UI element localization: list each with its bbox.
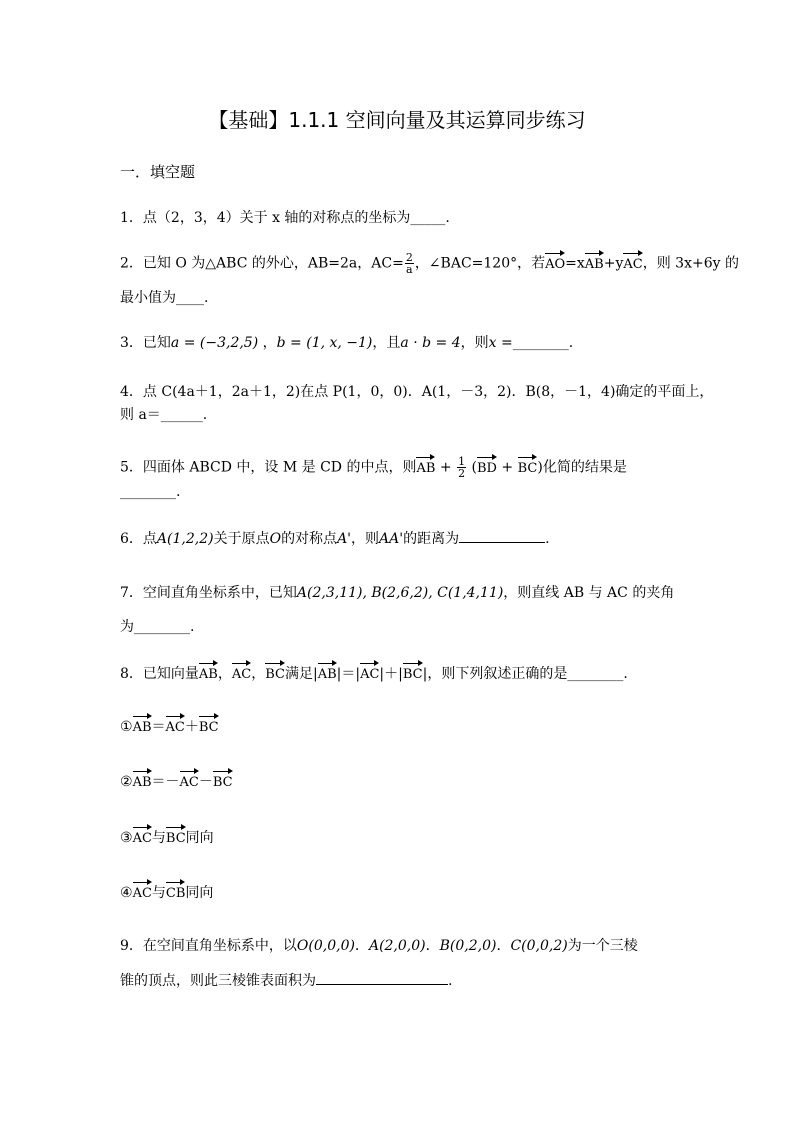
q6-point-a-prime: A' <box>337 531 352 547</box>
q5-paren-close: )化简的结果是 <box>537 459 627 476</box>
q8-opt4-post: 同向 <box>185 885 214 901</box>
q9-dot-2: ． <box>425 938 440 954</box>
question-2 <box>120 251 739 276</box>
q8-option-3-number: ③ <box>120 830 133 846</box>
q8-option-4-number: ④ <box>120 885 133 901</box>
q8-option-3 <box>120 828 680 849</box>
q6-segment-aa: AA' <box>379 531 404 547</box>
q9-point-c: C(0,0,2) <box>510 938 568 954</box>
q9-point-o: O(0,0,0) <box>296 938 355 954</box>
q8-opt1-vector-ac: AC <box>166 718 185 738</box>
q8-cond: 满足| <box>284 666 318 682</box>
q9-point-b: B(0,2,0) <box>439 938 497 954</box>
q8-opt3-vector-bc: BC <box>166 829 186 849</box>
q5-vector-ab: AB <box>416 459 435 479</box>
q8-sep-2: ， <box>251 666 266 682</box>
question-5-line-2: ________. <box>120 484 181 500</box>
q5-plus-2: + <box>496 459 518 476</box>
q2-frac-den: a <box>406 263 413 276</box>
question-1: 1．点（2，3，4）关于 x 轴的对称点的坐标为_____. <box>120 210 450 226</box>
q5-fraction <box>457 456 466 479</box>
q9-answer-blank <box>316 970 448 985</box>
q5-vector-bd: BD <box>477 459 497 479</box>
question-9-line-2 <box>120 970 680 991</box>
q2-fraction <box>405 252 414 275</box>
question-9 <box>120 936 680 956</box>
q8-vector-ac: AC <box>232 665 251 685</box>
q6-answer-blank <box>459 528 545 543</box>
question-3: 3．已知a = (−3,2,5) ，b = (1, x, −1)，且a · b = 4，则x =________. <box>120 335 574 351</box>
q2-vector-ao: AO <box>545 255 565 275</box>
q8-cond-2: |＝| <box>336 666 361 682</box>
q9-dot-3: ． <box>496 938 511 954</box>
q8-opt2-eq: ＝－ <box>151 774 180 790</box>
q2-text-mid: ，∠BAC=120°，若 <box>414 255 546 272</box>
q6-text-post: 的距离为 <box>403 531 460 547</box>
q8-opt1-plus: ＋ <box>184 719 199 735</box>
q9-dot-1: ． <box>354 938 369 954</box>
q8-text-pre: 8．已知向量 <box>120 666 199 682</box>
q7-text-pre: 7．空间直角坐标系中，已知 <box>120 585 297 601</box>
question-6 <box>120 528 680 549</box>
q8-cond-4: |，则下列叙述正确的是________. <box>422 666 628 682</box>
q8-opt3-vector-ac: AC <box>133 829 152 849</box>
q3-answer-blank: ________. <box>512 335 574 351</box>
q8-opt3-mid: 与 <box>151 830 166 846</box>
q8-abs-ac: AC <box>360 665 379 685</box>
q9-text-pre: 9．在空间直角坐标系中，以 <box>120 938 297 954</box>
q8-vector-ab: AB <box>199 665 218 685</box>
q8-abs-ab: AB <box>318 665 337 685</box>
q8-opt2-minus: － <box>198 774 213 790</box>
q6-text-mid: 关于原点 <box>213 531 270 547</box>
q3-vector-b: b = (1, x, −1) <box>276 335 373 351</box>
q6-point-a: A(1,2,2) <box>156 531 214 547</box>
q8-option-1 <box>120 717 680 738</box>
q8-opt2-vector-ab: AB <box>133 773 152 793</box>
q2-plus: +y <box>603 255 624 272</box>
q6-tail: . <box>545 531 550 547</box>
question-8 <box>120 664 680 685</box>
q8-abs-bc: BC <box>403 665 423 685</box>
q6-origin: O <box>269 531 282 547</box>
q5-frac-den: 2 <box>458 467 466 480</box>
q5-text-pre: 5．四面体 ABCD 中，设 M 是 CD 的中点，则 <box>120 459 417 476</box>
q5-plus: + <box>435 459 457 476</box>
question-4-line-2: 则 a＝______. <box>120 407 208 423</box>
q2-eq: =x <box>565 255 585 272</box>
q3-text-post: ，则 <box>460 335 489 351</box>
q3-cond: ，且 <box>372 335 401 351</box>
section-heading: 一．填空题 <box>120 163 196 181</box>
question-2-line-2: 最小值为____. <box>120 290 209 306</box>
q6-text-mid-2: 的对称点 <box>281 531 338 547</box>
q9-tail: . <box>448 973 453 989</box>
q8-opt4-mid: 与 <box>151 885 166 901</box>
q3-dot-product: a · b = 4 <box>400 335 461 351</box>
q3-x-var: x = <box>488 335 513 351</box>
q6-text-mid-3: ，则 <box>351 531 380 547</box>
q5-vector-bc: BC <box>518 459 538 479</box>
q8-cond-3: |＋| <box>379 666 403 682</box>
q2-text-pre: 2．已知 O 为△ABC 的外心，AB=2a，AC= <box>120 255 404 272</box>
q8-opt1-eq: ＝ <box>151 719 166 735</box>
q8-opt4-vector-cb: CB <box>166 884 186 904</box>
question-4: 4．点 C(4a＋1，2a＋1，2)在点 P(1，0，0)．A(1，－3，2)．B(8，－1，4)确定的平面上， <box>120 384 714 400</box>
q2-vector-ac: AC <box>623 255 642 275</box>
question-7 <box>120 583 680 603</box>
question-7-line-2: 为________. <box>120 619 195 635</box>
q5-paren-open: ( <box>467 459 477 476</box>
q7-text-post: ，则直线 AB 与 AC 的夹角 <box>503 585 675 601</box>
q9-line-2-text: 锥的顶点，则此三棱锥表面积为 <box>120 973 316 989</box>
q8-option-1-number: ① <box>120 719 133 735</box>
page-title: 【基础】1.1.1 空间向量及其运算同步练习 <box>208 108 586 132</box>
q8-opt2-vector-ac: AC <box>180 773 199 793</box>
q8-vector-bc: BC <box>265 665 285 685</box>
q7-points: A(2,3,11), B(2,6,2), C(1,4,11) <box>296 585 504 601</box>
q2-text-post: ，则 3x+6y 的 <box>642 255 739 272</box>
q2-vector-ab: AB <box>585 255 604 275</box>
q8-option-4 <box>120 883 680 904</box>
q3-vector-a: a = (−3,2,5) <box>170 335 259 351</box>
q8-opt4-vector-ac: AC <box>133 884 152 904</box>
q9-text-post: 为一个三棱 <box>567 938 638 954</box>
q9-point-a: A(2,0,0) <box>368 938 426 954</box>
q8-opt1-vector-ab: AB <box>133 718 152 738</box>
question-5 <box>120 456 680 479</box>
q8-sep-1: ， <box>217 666 232 682</box>
q8-opt1-vector-bc: BC <box>199 718 219 738</box>
q8-option-2 <box>120 772 680 793</box>
q8-option-2-number: ② <box>120 774 133 790</box>
q6-text-pre: 6．点 <box>120 531 157 547</box>
q8-opt3-post: 同向 <box>185 830 214 846</box>
q2-frac-num: 2 <box>405 251 413 264</box>
q3-text-pre: 3．已知 <box>120 335 171 351</box>
q5-frac-num: 1 <box>458 455 466 468</box>
q8-opt2-vector-bc: BC <box>213 773 233 793</box>
